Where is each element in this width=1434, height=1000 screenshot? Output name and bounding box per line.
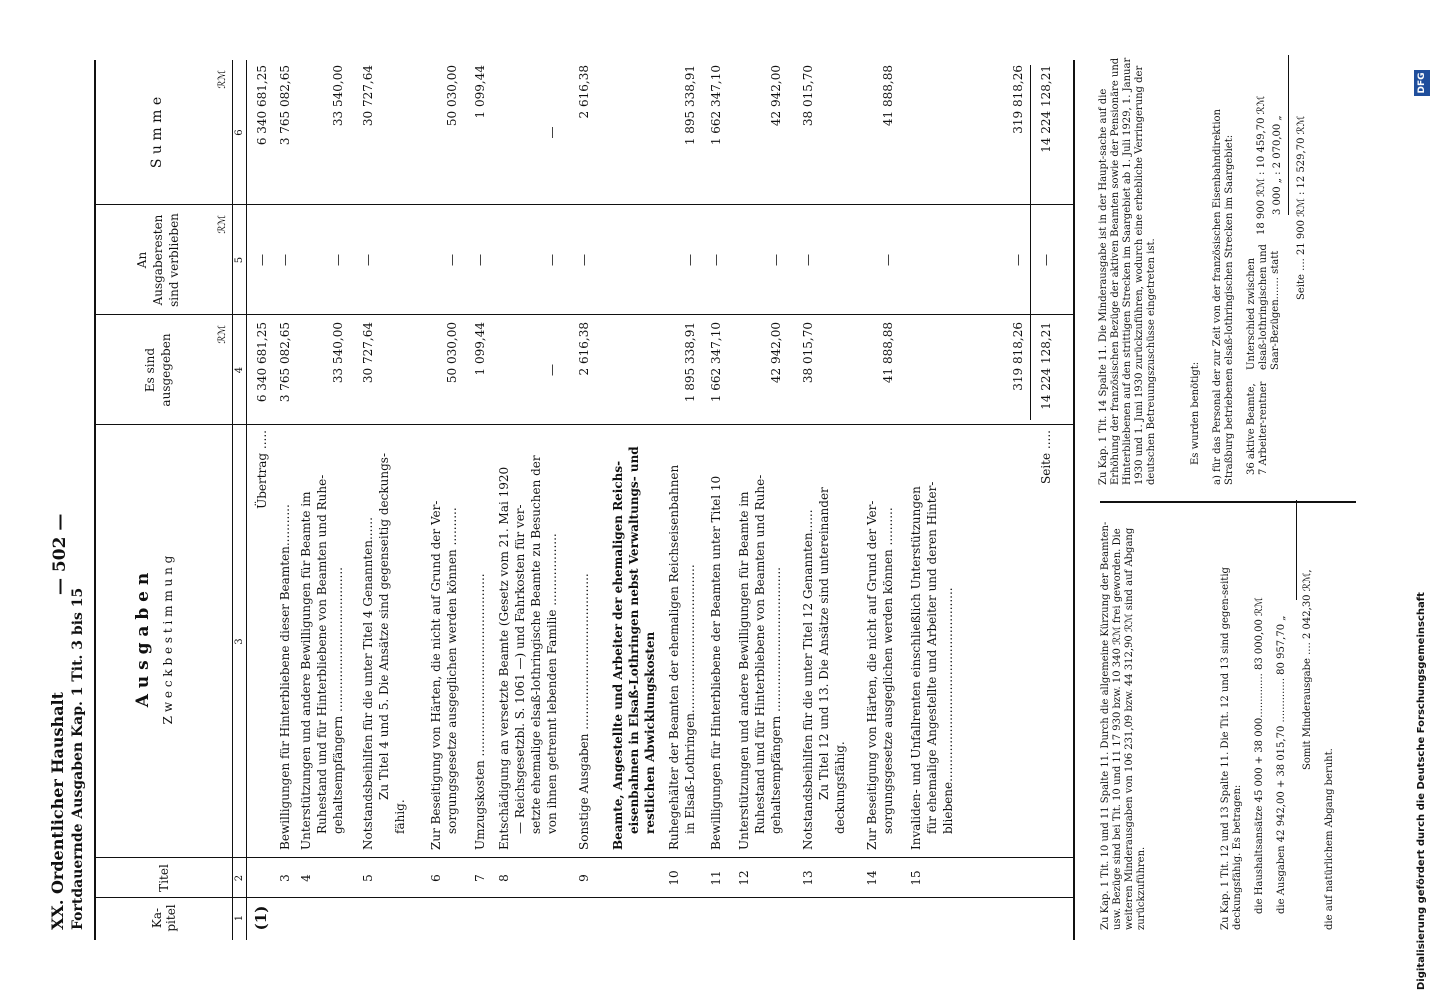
header-summe: S u m m e xyxy=(149,96,165,169)
header-ausgaben: A u s g a b e n xyxy=(133,572,153,708)
row-5-summe: 30 727,64 xyxy=(361,65,375,127)
row-13-text-line: Zu Titel 12 und 13. Die Ansätze sind untereinander xyxy=(817,487,831,800)
row-11-text-line: Bewilligungen für Hinterbliebene der Beamten unter Titel 10 xyxy=(709,475,723,850)
row-10-verblieben: — xyxy=(683,254,697,266)
seite-summe: 14 224 128,21 xyxy=(1039,65,1053,153)
unit-ausgegeben: ℛℳ xyxy=(217,325,228,344)
row-3-verblieben: — xyxy=(278,254,292,266)
note-titel-14-line: a) für das Personal der zur Zeit von der französischen Eisenbahndirektion Straßburg betriebenen elsaß-lothringischen Strecken im Saargebiet: xyxy=(1212,109,1235,485)
header-zweckbestimmung: Z w e c k b e s t i m m u n g xyxy=(161,555,175,725)
header-titel: Titel xyxy=(157,864,171,892)
row-9-ausgegeben: 2 616,38 xyxy=(577,322,591,376)
seite-verblieben: — xyxy=(1039,254,1053,266)
row-8-summe: — xyxy=(545,126,559,139)
header-ausgegeben: Es sind ausgegeben xyxy=(143,333,173,407)
row-12-ausgegeben: 42 942,00 xyxy=(769,322,783,384)
row-4-ausgegeben: 33 540,00 xyxy=(331,322,345,384)
row-7-verblieben: — xyxy=(473,254,487,266)
note-titel-12-13-head: Zu Kap. 1 Tit. 12 und 13 Spalte 11. Die Tit. 12 und 13 sind gegen-seitig deckungsfähig. Es betragen: xyxy=(1220,567,1243,930)
uebertrag-summe: 6 340 681,25 xyxy=(255,65,269,146)
row-3-ausgegeben: 3 765 082,65 xyxy=(278,322,292,403)
row-11-ausgegeben: 1 662 347,10 xyxy=(709,322,723,403)
notes-divider xyxy=(1100,501,1356,503)
row-10-text-line: Ruhegehälter der Beamten der ehemaligen Reichseisenbahnen xyxy=(667,464,681,850)
row-8-text-line: — Reichsgesetzbl. S. 1061 —) und Fahrkosten für ver- xyxy=(513,504,527,834)
header-verblieben: An Ausgaberesten sind verblieben xyxy=(135,213,181,307)
col-number-6: 6 xyxy=(234,129,245,136)
row-15-text-line: Invaliden- und Unfallrenten einschließlich Unterstützungen xyxy=(909,486,923,850)
row-9-summe: 2 616,38 xyxy=(577,65,591,119)
unit-verblieben: ℛℳ xyxy=(217,215,228,234)
row-9-text-line: Sonstige Ausgaben ......................................... xyxy=(577,573,591,850)
unit-summe: ℛℳ xyxy=(217,70,228,89)
note-titel-12-13-line: die auf natürlichem Abgang beruht. xyxy=(1324,748,1335,930)
note-titel-12-13-line: die Haushaltsansätze 45 000 + 38 000.............. 83 000,00 ℛℳ xyxy=(1254,597,1265,914)
row-3-summe: 3 765 082,65 xyxy=(278,65,292,146)
row-8-ausgegeben: — xyxy=(545,364,559,376)
row-4-text-line: Unterstützungen und andere Bewilligungen für Beamte im xyxy=(299,491,313,850)
row-7-text-line: Umzugskosten ................................................ xyxy=(473,573,487,850)
col-number-3: 3 xyxy=(234,638,245,645)
row-10-text-line: in Elsaß-Lothringen....................................... xyxy=(683,564,697,834)
table-bottom-rule xyxy=(1073,60,1075,940)
row-8-verblieben: — xyxy=(545,254,559,266)
row-4-summe: 33 540,00 xyxy=(331,65,345,127)
row-13-verblieben: — xyxy=(801,254,815,266)
row-12-text-line: Unterstützungen und andere Bewilligungen für Beamte im xyxy=(737,491,751,850)
column-number-rule xyxy=(246,60,247,940)
note-titel-14-head: Zu Kap. 1 Tit. 14 Spalte 11. Die Minderausgabe ist in der Haupt-sache auf die Erhöhung der französischen Bezüge der aktiven Beamten sowie der Pensionäre und Hinterbliebenen auf den strittigen Strecken im Saargebiet ab 1. Juli 1929, 1. Januar 1930 und 1. Juni 1930 zurückzuführen, wodurch eine erhebliche Verringerung der deutschen Betreuungszuschüsse eingetreten ist. xyxy=(1098,57,1157,485)
note-titel-12-13-line: die Ausgaben 42 942,00 + 38 015,70 .............. 80 957,70 „ xyxy=(1276,615,1287,914)
note-titel-14-line: Unterschied zwischen elsaß-lothringischen und Saar-Bezügen....... statt xyxy=(1246,244,1281,370)
row-7-summe: 1 099,44 xyxy=(473,65,487,119)
dfg-logo: DFG xyxy=(1414,70,1430,96)
row-8-text-line: von ihnen getrennt lebenden Familie ................... xyxy=(545,533,559,834)
row-13-summe: 38 015,70 xyxy=(801,65,815,127)
row-14-ausgegeben: 41 888,88 xyxy=(881,322,895,384)
row-6-titel: 6 xyxy=(429,874,443,882)
row-14-text-line: Zur Beseitigung von Härten, die nicht auf Grund der Ver- xyxy=(865,500,879,850)
col-number-4: 4 xyxy=(234,366,245,374)
row-6-verblieben: — xyxy=(445,254,459,266)
row-14-titel: 14 xyxy=(865,870,879,886)
note-titel-14-line: 3 000 „ : 2 070,00 „ xyxy=(1272,115,1283,215)
row-7-ausgegeben: 1 099,44 xyxy=(473,322,487,376)
row-14-summe: 41 888,88 xyxy=(881,65,895,127)
row-5-ausgegeben: 30 727,64 xyxy=(361,322,375,384)
row-13-ausgegeben: 38 015,70 xyxy=(801,322,815,384)
row-12-summe: 42 942,00 xyxy=(769,65,783,127)
row-15-ausgegeben: 319 818,26 xyxy=(1011,322,1025,391)
row-14-verblieben: — xyxy=(881,254,895,266)
row-9-verblieben: — xyxy=(577,254,591,266)
row-11-summe: 1 662 347,10 xyxy=(709,65,723,146)
row-6-text-line: Zur Beseitigung von Härten, die nicht auf Grund der Ver- xyxy=(429,500,443,850)
note-titel-14-line: 18 900 ℛℳ : 10 459,70 ℛℳ xyxy=(1256,95,1267,235)
row-5-verblieben: — xyxy=(361,254,375,266)
uebertrag-ausgegeben: 6 340 681,25 xyxy=(255,322,269,403)
row-13-text-line: Notstandsbeihilfen für die unter Titel 12 Genannten...... xyxy=(801,509,815,850)
section-heading-line: restlichen Abwicklungskosten xyxy=(643,631,657,834)
row-14-text-line: sorgungsgesetze ausgeglichen werden können .......... xyxy=(881,507,895,834)
row-10-titel: 10 xyxy=(667,870,681,886)
row-3-text-line: Bewilligungen für Hinterbliebene dieser Beamten........... xyxy=(278,504,292,850)
row-12-text-line: Ruhestand und für Hinterbliebene von Beamten und Ruhe- xyxy=(753,474,767,834)
uebertrag-verblieben: — xyxy=(255,254,269,266)
row-7-titel: 7 xyxy=(473,874,487,882)
seite-ausgegeben: 14 224 128,21 xyxy=(1039,322,1053,410)
note-titel-12-13-line: Somit Minderausgabe .... 2 042,30 ℛℳ, xyxy=(1302,569,1313,770)
row-6-summe: 50 030,00 xyxy=(445,65,459,127)
row-6-ausgegeben: 50 030,00 xyxy=(445,322,459,384)
kapitel-marker: (1) xyxy=(252,905,270,931)
seite-label: Seite ..... xyxy=(1039,430,1053,484)
credit-text: Digitalisierung gefördert durch die Deutsche Forschungsgemeinschaft xyxy=(1416,592,1427,990)
row-13-titel: 13 xyxy=(801,870,815,886)
section-heading-line: eisenbahnen in Elsaß-Lothringen nebst Verwaltungs- und xyxy=(627,446,641,834)
col-number-5: 5 xyxy=(234,256,245,264)
row-11-titel: 11 xyxy=(709,870,723,886)
row-5-text-line: Notstandsbeihilfen für die unter Titel 4 Genannten...... xyxy=(361,517,375,850)
total-rule xyxy=(1030,65,1031,420)
row-8-text-line: setzte ehemalige elsaß-lothringische Beamte zu Besuchen der xyxy=(529,455,543,834)
row-8-titel: 8 xyxy=(497,874,511,882)
row-10-summe: 1 895 338,91 xyxy=(683,65,697,146)
row-10-ausgegeben: 1 895 338,91 xyxy=(683,322,697,403)
page-number: — 502 — xyxy=(50,513,70,595)
row-4-verblieben: — xyxy=(331,254,345,266)
row-12-verblieben: — xyxy=(769,254,783,266)
row-11-verblieben: — xyxy=(709,254,723,266)
section-heading-line: Beamte, Angestellte und Arbeiter der ehemaligen Reichs- xyxy=(611,460,625,850)
row-8-text-line: Entschädigung an versetzte Beamte (Gesetz vom 21. Mai 1920 xyxy=(497,466,511,850)
row-13-text-line: deckungsfähig. xyxy=(833,741,847,834)
row-12-titel: 12 xyxy=(737,870,751,886)
row-15-verblieben: — xyxy=(1011,254,1025,266)
row-5-text-line: Zu Titel 4 und 5. Die Ansätze sind gegenseitig deckungs- xyxy=(377,452,391,800)
note-titel-14-sum-rule xyxy=(1288,55,1289,215)
row-15-text-line: für ehemalige Angestellte und Arbeiter und deren Hinter- xyxy=(925,481,939,834)
section-title: XX. Ordentlicher Haushalt xyxy=(48,691,67,930)
row-15-titel: 15 xyxy=(909,870,923,886)
row-15-text-line: bliebene................................................... xyxy=(941,587,955,834)
col-number-1: 1 xyxy=(234,914,245,922)
row-9-titel: 9 xyxy=(577,874,591,882)
note-titel-14-line: Seite .... 21 900 ℛℳ : 12 529,70 ℛℳ xyxy=(1296,115,1307,300)
note-titel-10-11: Zu Kap. 1 Tit. 10 und 11 Spalte 11. Durch die allgemeine Kürzung der Beamten- usw. Bezüge sind bei Tit. 10 und 11 17 930 bzw. 10 340 ℛℳ frei geworden. Die weiteren Minderausgaben von 106 231,09 bzw. 44 312,90 ℛℳ sind auf Abgang zurückzuführen. xyxy=(1100,521,1147,930)
note-sum-rule xyxy=(1296,500,1297,600)
row-4-text-line: Ruhestand und für Hinterbliebene von Beamten und Ruhe- xyxy=(315,474,329,834)
table-top-rule xyxy=(94,60,96,940)
digitization-credit xyxy=(1413,6,1431,996)
row-5-titel: 5 xyxy=(361,874,375,882)
row-4-titel: 4 xyxy=(299,874,313,882)
note-titel-14-line: 36 aktive Beamte, 7 Arbeiter-rentner xyxy=(1246,381,1269,475)
uebertrag-label: Übertrag ..... xyxy=(255,430,269,509)
row-12-text-line: gehaltsempfängern ...................................... xyxy=(769,567,783,834)
row-3-titel: 3 xyxy=(278,874,292,882)
row-4-text-line: gehaltsempfängern ...................................... xyxy=(331,567,345,834)
row-6-text-line: sorgungsgesetze ausgeglichen werden können .......... xyxy=(445,507,459,834)
header-rule xyxy=(232,60,233,940)
col-number-2: 2 xyxy=(234,874,245,882)
header-kapitel: Ka-pitel xyxy=(150,904,178,932)
row-15-summe: 319 818,26 xyxy=(1011,65,1025,134)
section-subtitle: Fortdauernde Ausgaben Kap. 1 Tit. 3 bis 15 xyxy=(70,587,86,930)
row-5-text-line: fähig. xyxy=(393,799,407,834)
note-titel-14-line: Es wurden benötigt: xyxy=(1190,361,1201,465)
